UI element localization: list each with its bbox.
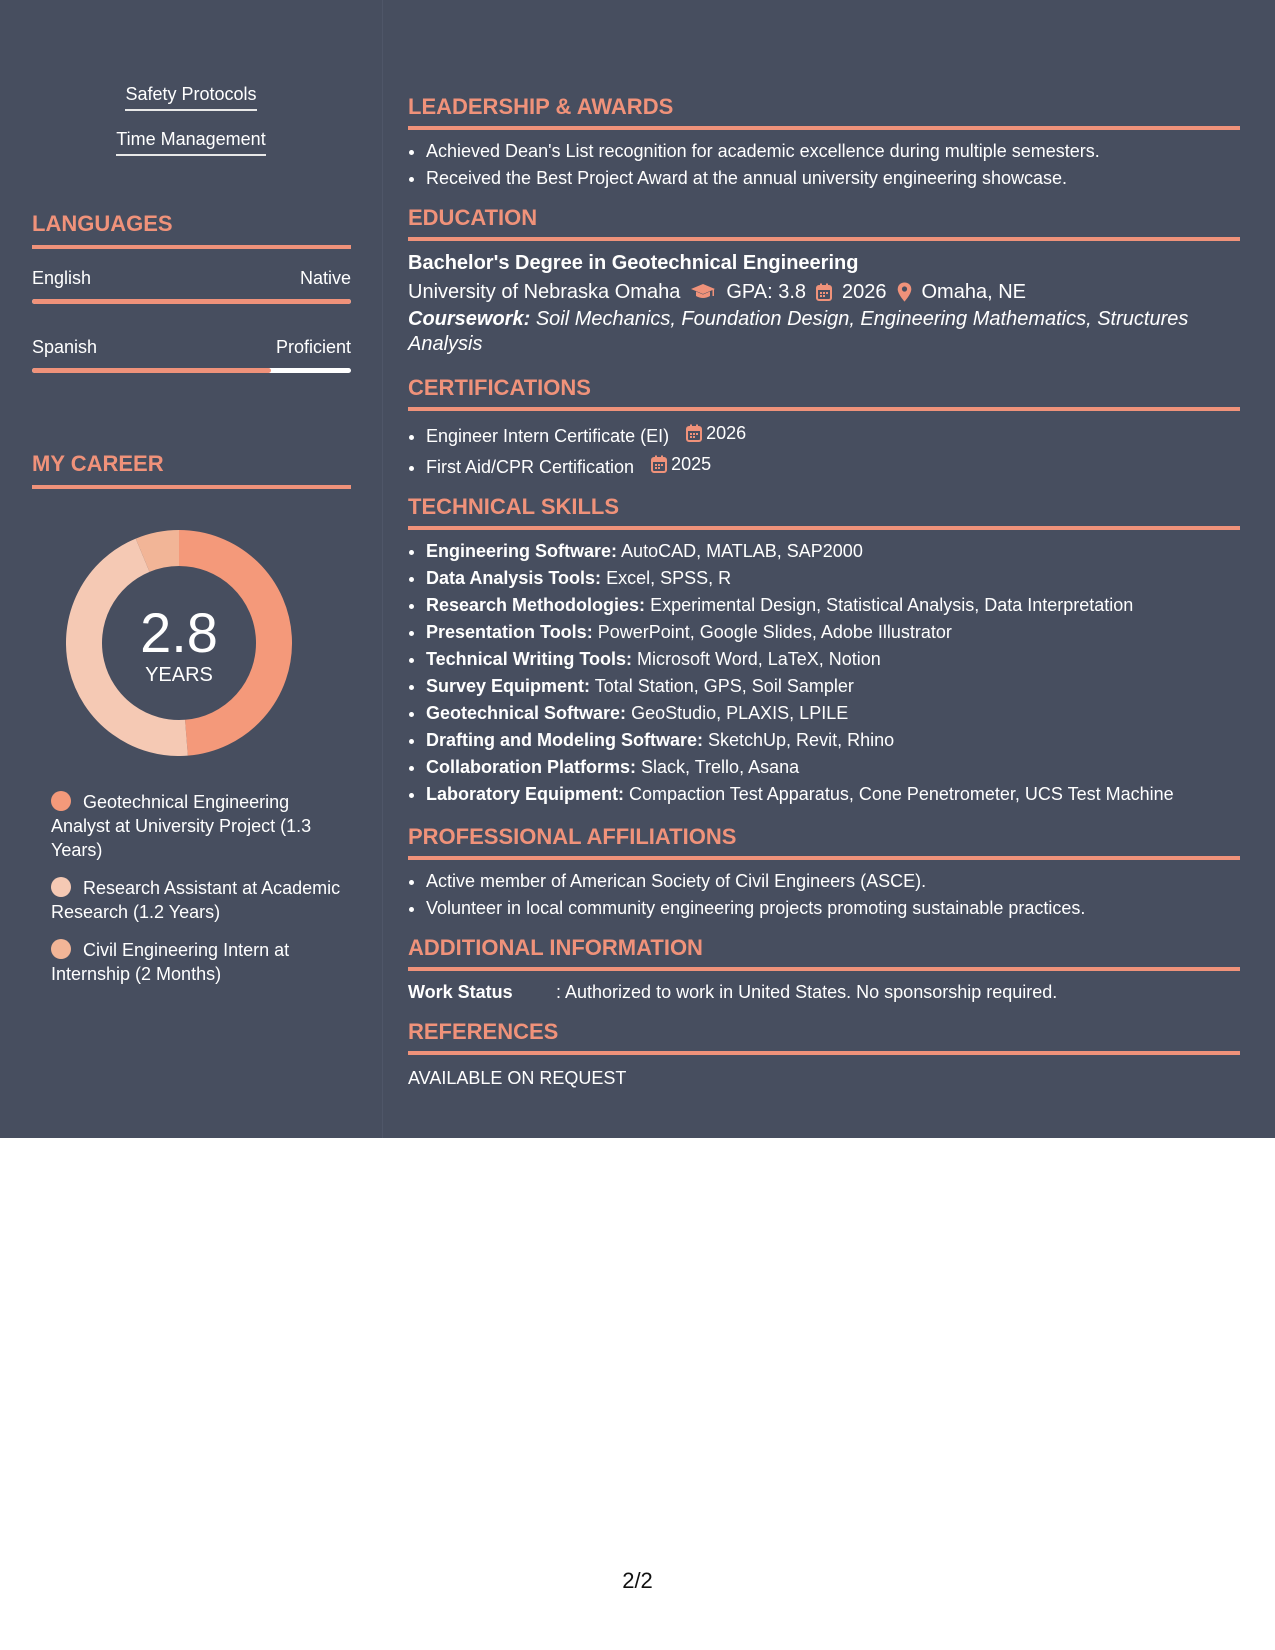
skill-values: AutoCAD, MATLAB, SAP2000	[621, 541, 863, 561]
additional-info-heading: ADDITIONAL INFORMATION	[408, 935, 1240, 971]
skill-item	[426, 592, 1240, 619]
skill-tag-label: Safety Protocols	[125, 84, 256, 111]
skill-values: GeoStudio, PLAXIS, LPILE	[631, 703, 849, 723]
career-item	[51, 876, 341, 924]
work-status-value: : Authorized to work in United States. No sponsorship required.	[556, 982, 1058, 1002]
education-section	[408, 205, 1240, 357]
language-proficiency-bar	[32, 299, 351, 304]
career-total-unit: YEARS	[145, 664, 213, 686]
coursework	[408, 307, 1240, 357]
language-level: Native	[299, 268, 351, 288]
skill-category: Laboratory Equipment:	[426, 784, 625, 804]
location: Omaha, NE	[921, 281, 1026, 303]
certification-year: 2025	[671, 454, 712, 474]
skill-category: Survey Equipment:	[426, 676, 591, 696]
certifications-section	[408, 375, 1240, 481]
language-name: Spanish	[32, 337, 98, 357]
education-heading: EDUCATION	[408, 205, 1240, 241]
sidebar	[0, 0, 382, 1138]
technical-skills-heading: TECHNICAL SKILLS	[408, 494, 1240, 530]
language-proficiency-bar	[32, 368, 351, 373]
skill-category: Engineering Software:	[426, 541, 618, 561]
skill-category: Research Methodologies:	[426, 595, 646, 615]
calendar-icon	[816, 283, 832, 301]
sidebar-divider	[382, 0, 383, 1138]
list-item: • Active member of American Society of Civil Engineers (ASCE).	[426, 868, 1240, 895]
skill-values: Microsoft Word, LaTeX, Notion	[637, 649, 881, 669]
skill-item	[426, 538, 1240, 565]
skill-values: PowerPoint, Google Slides, Adobe Illustrator	[597, 622, 952, 642]
references-text: AVAILABLE ON REQUEST	[408, 1068, 627, 1088]
degree-meta	[408, 277, 1240, 307]
graduation-year: 2026	[842, 281, 887, 303]
skill-tag	[0, 129, 382, 156]
coursework-label: Coursework:	[408, 308, 531, 330]
career-dot	[51, 939, 71, 959]
certification-name: First Aid/CPR Certification	[426, 457, 635, 477]
skill-item	[426, 673, 1240, 700]
technical-skills-section	[408, 494, 1240, 808]
career-heading: MY CAREER	[32, 451, 351, 489]
skill-item	[426, 646, 1240, 673]
career-item-text: Geotechnical Engineering Analyst at University Project (1.3 Years)	[51, 792, 312, 860]
certification-year: 2026	[706, 423, 747, 443]
calendar-icon	[651, 455, 667, 473]
career-dot	[51, 791, 71, 811]
references-heading: REFERENCES	[408, 1019, 1240, 1055]
gpa: GPA: 3.8	[726, 281, 806, 303]
languages-heading: LANGUAGES	[32, 211, 351, 249]
skill-item	[426, 619, 1240, 646]
skill-values: Total Station, GPS, Soil Sampler	[594, 676, 854, 696]
affiliations-list	[408, 868, 1240, 922]
skill-tag	[0, 84, 382, 111]
affiliations-heading: PROFESSIONAL AFFILIATIONS	[408, 824, 1240, 860]
references-section	[408, 1019, 1240, 1091]
additional-info-section	[408, 935, 1240, 1005]
career-item-text: Civil Engineering Intern at Internship (2 Months)	[51, 940, 290, 984]
skill-category: Collaboration Platforms:	[426, 757, 637, 777]
calendar-icon	[686, 424, 702, 442]
graduation-cap-icon	[690, 283, 716, 301]
leadership-list	[408, 138, 1240, 192]
list-item	[426, 450, 1240, 481]
work-status	[408, 979, 1240, 1005]
skill-item	[426, 565, 1240, 592]
school-name: University of Nebraska Omaha	[408, 281, 681, 303]
skill-values: SketchUp, Revit, Rhino	[708, 730, 895, 750]
skill-item	[426, 700, 1240, 727]
certification-date	[686, 419, 746, 447]
career-item	[51, 790, 341, 862]
main-content	[408, 94, 1240, 1091]
leadership-section	[408, 94, 1240, 192]
career-total-value: 2.8	[140, 601, 218, 664]
skill-category: Data Analysis Tools:	[426, 568, 602, 588]
work-status-label: Work Status	[408, 982, 513, 1002]
language-proficiency-fill	[32, 299, 351, 304]
skill-values: Excel, SPSS, R	[606, 568, 732, 588]
language-level: Proficient	[275, 337, 351, 357]
technical-skills-list	[408, 538, 1240, 808]
degree-title: Bachelor's Degree in Geotechnical Engineering	[408, 252, 859, 274]
certification-name: Engineer Intern Certificate (EI)	[426, 426, 670, 446]
skill-values: Experimental Design, Statistical Analysis, Data Interpretation	[650, 595, 1134, 615]
skill-category: Technical Writing Tools:	[426, 649, 633, 669]
skill-item	[426, 727, 1240, 754]
affiliations-section	[408, 824, 1240, 922]
skill-values: Slack, Trello, Asana	[641, 757, 800, 777]
page-number: 2/2	[622, 1568, 653, 1593]
certifications-list	[408, 419, 1240, 481]
list-item: • Received the Best Project Award at the annual university engineering showcase.	[426, 165, 1240, 192]
skill-item	[426, 781, 1240, 808]
certification-date	[651, 450, 711, 478]
leadership-heading: LEADERSHIP & AWARDS	[408, 94, 1240, 130]
list-item: • Volunteer in local community engineering projects promoting sustainable practices.	[426, 895, 1240, 922]
skill-category: Geotechnical Software:	[426, 703, 627, 723]
career-item	[51, 938, 341, 986]
career-donut-center	[66, 530, 292, 756]
skill-category: Presentation Tools:	[426, 622, 593, 642]
career-donut-chart	[66, 530, 292, 756]
career-item-text: Research Assistant at Academic Research (1.2 Years)	[51, 878, 341, 922]
list-item	[426, 419, 1240, 450]
certifications-heading: CERTIFICATIONS	[408, 375, 1240, 411]
language-name: English	[32, 268, 92, 288]
career-dot	[51, 877, 71, 897]
skill-values: Compaction Test Apparatus, Cone Penetrometer, UCS Test Machine	[629, 784, 1174, 804]
skill-tag-label: Time Management	[116, 129, 265, 156]
skill-item	[426, 754, 1240, 781]
list-item: • Achieved Dean's List recognition for academic excellence during multiple semesters.	[426, 138, 1240, 165]
skill-category: Drafting and Modeling Software:	[426, 730, 703, 750]
language-proficiency-fill	[32, 368, 271, 373]
coursework-list: Soil Mechanics, Foundation Design, Engineering Mathematics, Structures Analysis	[408, 308, 1189, 355]
location-pin-icon	[897, 282, 912, 302]
